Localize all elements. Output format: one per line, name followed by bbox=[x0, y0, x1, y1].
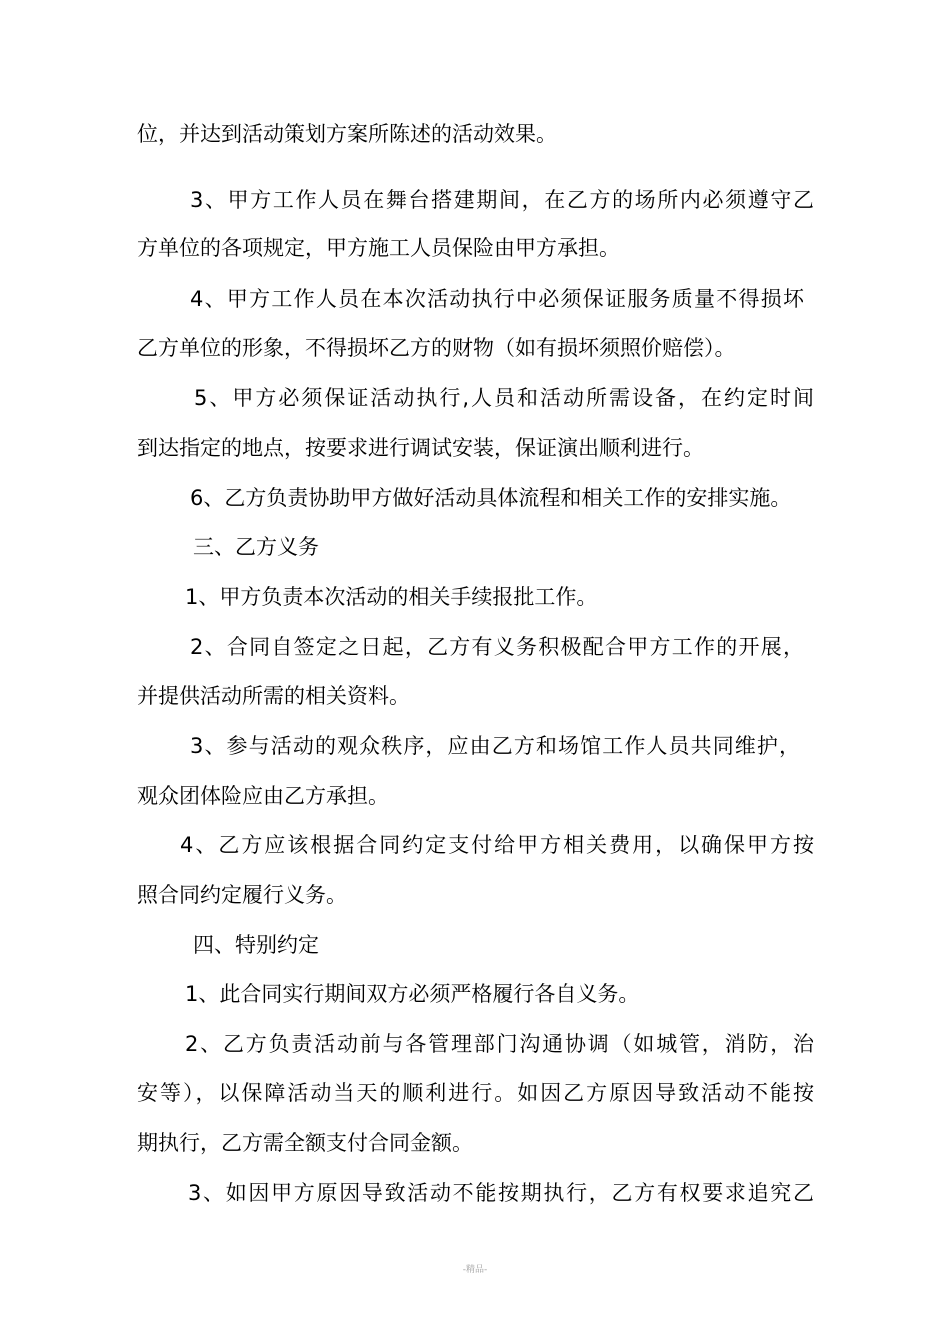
text-line: 3、甲方工作人员在舞台搭建期间，在乙方的场所内必须遵守乙 bbox=[190, 188, 814, 212]
text-line: 乙方单位的形象，不得损坏乙方的财物（如有损坏须照价赔偿）。 bbox=[137, 336, 736, 360]
text-line: 5、甲方必须保证活动执行,人员和活动所需设备，在约定时间 bbox=[194, 386, 814, 410]
text-line: 1、甲方负责本次活动的相关手续报批工作。 bbox=[185, 585, 598, 609]
text-line: 3、如因甲方原因导致活动不能按期执行，乙方有权要求追究乙 bbox=[188, 1181, 814, 1205]
section-heading: 四、特别约定 bbox=[193, 933, 319, 957]
text-line: 期执行，乙方需全额支付合同金额。 bbox=[137, 1131, 473, 1155]
text-line: 2、乙方负责活动前与各管理部门沟通协调（如城管，消防，治 bbox=[185, 1032, 814, 1056]
text-line: 到达指定的地点，按要求进行调试安装，保证演出顺利进行。 bbox=[137, 436, 704, 460]
text-line: 2、合同自签定之日起，乙方有义务积极配合甲方工作的开展， bbox=[190, 635, 804, 659]
section-heading: 三、乙方义务 bbox=[193, 535, 319, 559]
text-line: 方单位的各项规定，甲方施工人员保险由甲方承担。 bbox=[137, 236, 620, 260]
text-line: 位，并达到活动策划方案所陈述的活动效果。 bbox=[137, 122, 557, 146]
text-line: 观众团体险应由乙方承担。 bbox=[137, 784, 389, 808]
page-footer: -精品- bbox=[462, 1265, 488, 1275]
text-line: 4、甲方工作人员在本次活动执行中必须保证服务质量不得损坏 bbox=[190, 287, 804, 311]
text-line: 1、此合同实行期间双方必须严格履行各自义务。 bbox=[185, 982, 640, 1006]
text-line: 4、乙方应该根据合同约定支付给甲方相关费用，以确保甲方按 bbox=[180, 833, 814, 857]
text-line: 3、参与活动的观众秩序，应由乙方和场馆工作人员共同维护， bbox=[190, 734, 800, 758]
text-line: 6、乙方负责协助甲方做好活动具体流程和相关工作的安排实施。 bbox=[190, 486, 792, 510]
text-line: 安等），以保障活动当天的顺利进行。如因乙方原因导致活动不能按 bbox=[137, 1081, 814, 1105]
text-line: 并提供活动所需的相关资料。 bbox=[137, 684, 410, 708]
text-line: 照合同约定履行义务。 bbox=[137, 883, 347, 907]
